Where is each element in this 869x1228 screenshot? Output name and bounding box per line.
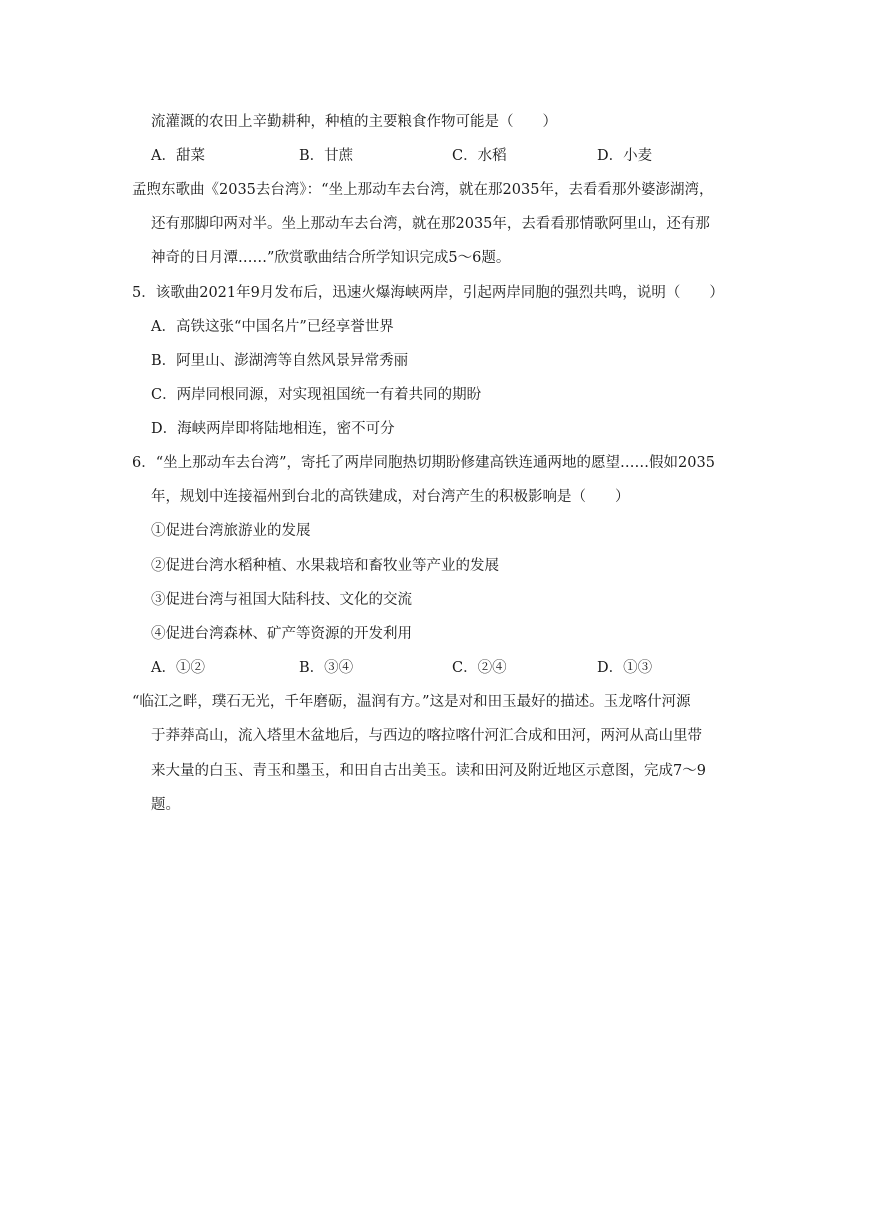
q6-stem-line-2: 年，规划中连接福州到台北的高铁建成，对台湾产生的积极影响是（ ） <box>151 489 630 505</box>
jade-passage-line-1: “临江之畔，璞石无光，千年磨砺，温润有方。”这是对和田玉最好的描述。玉龙喀什河源 <box>132 694 691 710</box>
jade-passage-line-3: 来大量的白玉、青玉和墨玉，和田自古出美玉。读和田河及附近地区示意图，完成7～9 <box>151 763 706 779</box>
q6-statement-4: ④促进台湾森林、矿产等资源的开发利用 <box>151 626 412 642</box>
prev-option-d: D．小麦 <box>597 148 653 164</box>
q5-option-a: A．高铁这张“中国名片”已经享誉世界 <box>151 319 394 335</box>
q6-option-c: C．②④ <box>452 660 507 676</box>
song-passage-line-2: 还有那脚印两对半。坐上那动车去台湾，就在那2035年，去看看那情歌阿里山，还有那 <box>151 216 710 232</box>
q5-option-b: B．阿里山、澎湖湾等自然风景异常秀丽 <box>151 353 409 369</box>
prev-option-c: C．水稻 <box>452 148 507 164</box>
jade-passage-line-4: 题。 <box>151 797 180 813</box>
q6-option-a: A．①② <box>151 660 205 676</box>
q6-statement-3: ③促进台湾与祖国大陆科技、文化的交流 <box>151 592 412 608</box>
q6-stem-line-1: 6．“坐上那动车去台湾”，寄托了两岸同胞热切期盼修建高铁连通两地的愿望……假如2035 <box>132 455 715 471</box>
jade-passage-line-2: 于莽莽高山，流入塔里木盆地后，与西边的喀拉喀什河汇合成和田河，两河从高山里带 <box>151 728 702 744</box>
song-passage-line-1: 孟煦东歌曲《2035去台湾》：“坐上那动车去台湾，就在那2035年，去看看那外婆澎湖湾， <box>132 182 714 198</box>
prev-question-stem: 流灌溉的农田上辛勤耕种，种植的主要粮食作物可能是（ ） <box>151 114 557 130</box>
q5-stem: 5．该歌曲2021年9月发布后，迅速火爆海峡两岸，引起两岸同胞的强烈共鸣，说明（ ） <box>132 285 724 301</box>
q6-option-d: D．①③ <box>597 660 653 676</box>
song-passage-line-3: 神奇的日月潭……”欣赏歌曲结合所学知识完成5～6题。 <box>151 250 511 266</box>
q6-statement-2: ②促进台湾水稻种植、水果栽培和畜牧业等产业的发展 <box>151 558 499 574</box>
prev-option-a: A．甜菜 <box>151 148 205 164</box>
q5-option-c: C．两岸同根同源，对实现祖国统一有着共同的期盼 <box>151 387 482 403</box>
q5-option-d: D．海峡两岸即将陆地相连，密不可分 <box>151 421 395 437</box>
q6-option-b: B．③④ <box>299 660 354 676</box>
q6-statement-1: ①促进台湾旅游业的发展 <box>151 523 311 539</box>
prev-option-b: B．甘蔗 <box>299 148 354 164</box>
